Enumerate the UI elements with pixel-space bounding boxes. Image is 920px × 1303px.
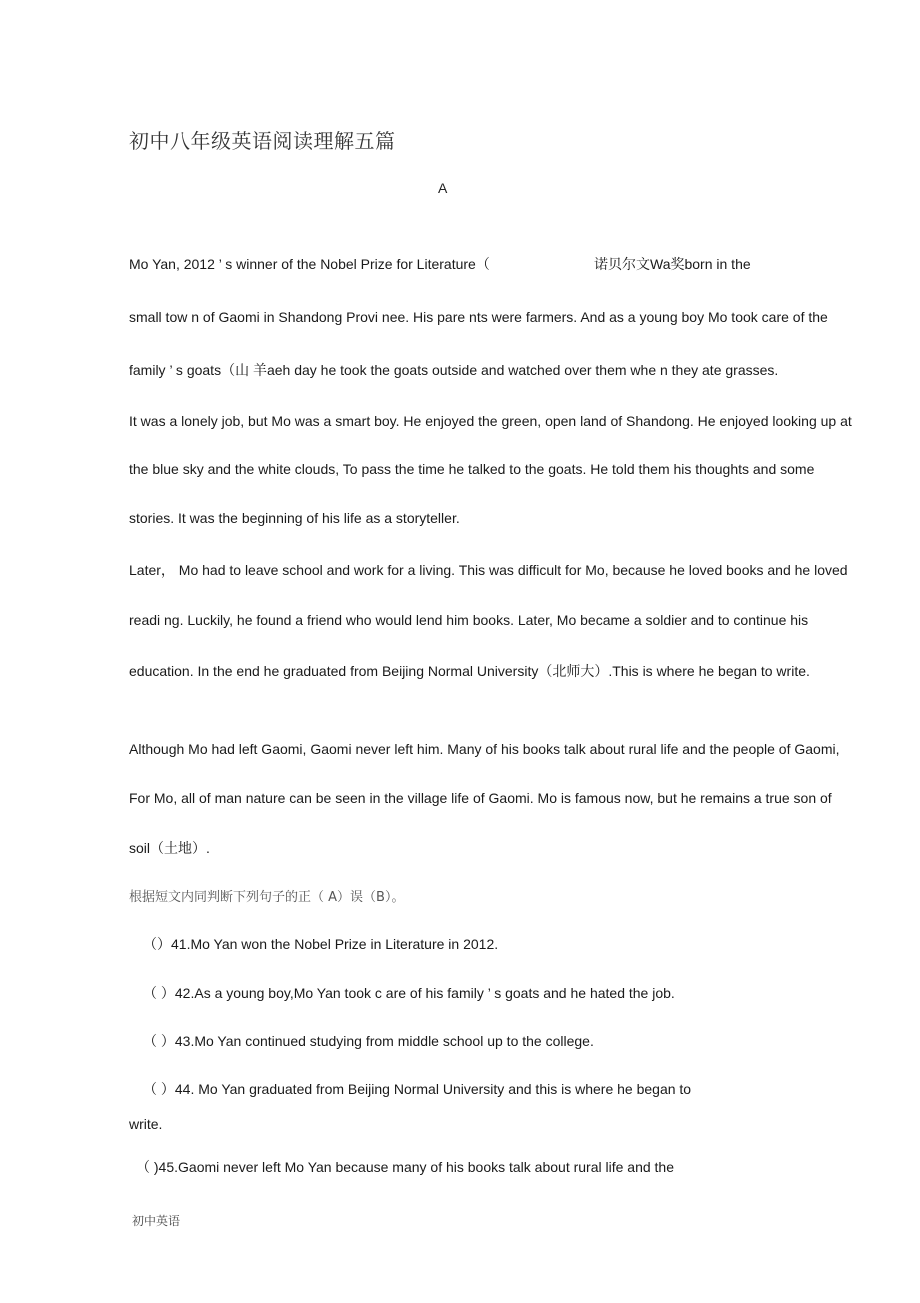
passage-line-1: Mo Yan, 2012 ’ s winner of the Nobel Prize for Literature（	[129, 256, 490, 272]
passage-line-4: It was a lonely job, but Mo was a smart boy. He enjoyed the green, open land of Shandong. He enjoyed looking up at	[129, 413, 852, 429]
passage-line-2: small tow n of Gaomi in Shandong Provi nee. His pare nts were farmers. And as a young boy Mo took care of the	[129, 309, 828, 325]
passage-line-11: For Mo, all of man nature can be seen in the village life of Gaomi. Mo is famous now, but he remains a true son of	[129, 790, 832, 806]
question-41: （）41.Mo Yan won the Nobel Prize in Literature in 2012.	[143, 936, 499, 952]
question-43: （ ）43.Mo Yan continued studying from middle school up to the college.	[143, 1033, 594, 1049]
passage-line-10: Although Mo had left Gaomi, Gaomi never left him. Many of his books talk about rural life and the people of Gaomi,	[129, 741, 840, 757]
question-42: （ ）42.As a young boy,Mo Yan took c are of his family ’ s goats and he hated the job.	[143, 985, 675, 1001]
question-44: （ ）44. Mo Yan graduated from Beijing Normal University and this is where he began to	[143, 1081, 692, 1097]
question-44-cont: write.	[129, 1116, 163, 1132]
passage-line-8: readi ng. Luckily, he found a friend who would lend him books. Later, Mo became a soldier and to continue his	[129, 612, 809, 628]
document-title: 初中八年级英语阅读理解五篇	[129, 129, 396, 153]
footer-label: 初中英语	[132, 1214, 181, 1228]
passage-line-12: soil（土地）.	[129, 840, 210, 856]
question-45: （ )45.Gaomi never left Mo Yan because many of his books talk about rural life and the	[136, 1159, 674, 1175]
passage-line-5: the blue sky and the white clouds, To pass the time he talked to the goats. He told them his thoughts and some	[129, 461, 815, 477]
section-label: A	[438, 180, 448, 196]
passage-line-9: education. In the end he graduated from Beijing Normal University（北师大）.This is where he began to write.	[129, 663, 810, 679]
instructions: 根据短文内同判断下列句子的正（ A）误（B）。	[129, 890, 405, 905]
passage-line-1-cont: 诺贝尔文Wa奖born in the	[594, 256, 751, 272]
passage-line-6: stories. It was the beginning of his life as a storyteller.	[129, 510, 460, 526]
passage-line-3: family ’ s goats（山 羊aeh day he took the goats outside and watched over them whe n they ate grasses.	[129, 362, 779, 378]
passage-line-7: Later， Mo had to leave school and work for a living. This was difficult for Mo, because he loved books and he loved	[129, 562, 848, 578]
